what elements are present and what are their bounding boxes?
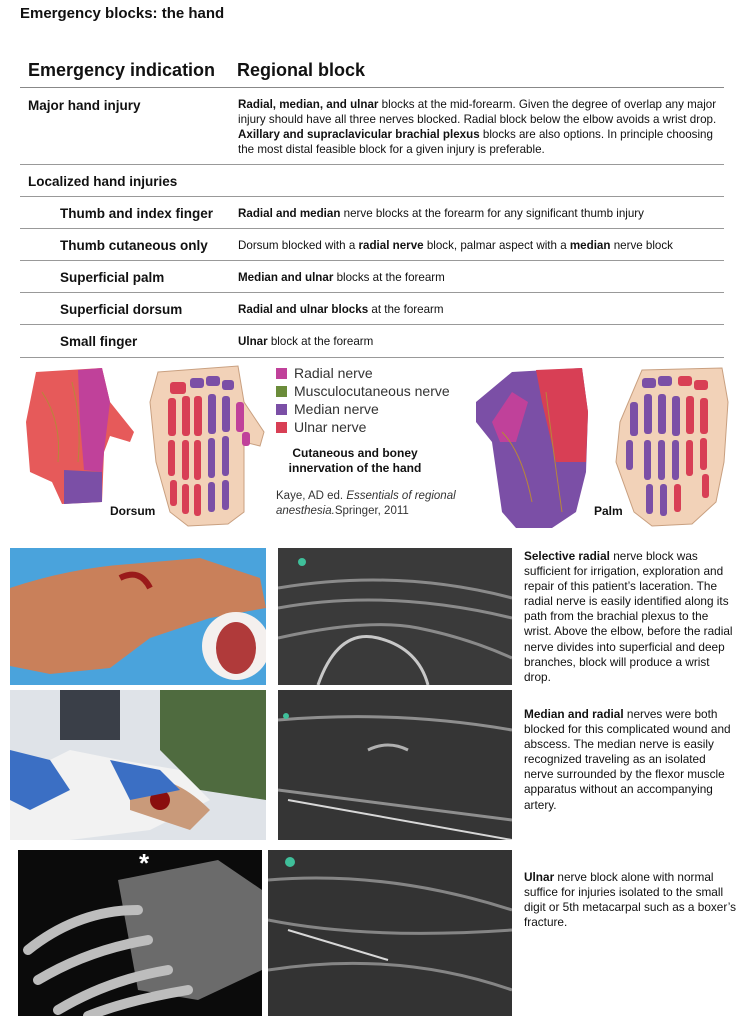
- block-thumb-index: Radial and median nerve blocks at the forearm for any significant thumb injury: [238, 207, 644, 220]
- legend-item-musculocutaneous: Musculocutaneous nerve: [276, 382, 476, 400]
- indication-superficial-palm: Superficial palm: [60, 270, 165, 285]
- legend-item-median: Median nerve: [276, 400, 476, 418]
- legend-item-ulnar: Ulnar nerve: [276, 418, 476, 436]
- block-major: Radial, median, and ulnar blocks at the mid-forearm. Given the degree of overlap any major injury should have all three nerves blocked. Radial block below the elbow avoids a wrist drop. Axillary and supraclavicular brachial plexus blocks are also options. In principle choosing the most distal feasible block for a given injury is preferable.: [238, 98, 717, 156]
- photo-hand-laceration: [10, 548, 266, 685]
- dorsum-cutaneous-illustration: [22, 362, 142, 512]
- legend-swatch: [276, 368, 287, 379]
- page-title: Emergency blocks: the hand: [20, 5, 225, 22]
- photo-median-block-procedure: [10, 690, 266, 840]
- table-row-superficial-palm: [20, 261, 724, 293]
- xray-marker: *: [139, 850, 150, 878]
- legend-swatch: [276, 386, 287, 397]
- indication-major: Major hand injury: [28, 98, 141, 113]
- ultrasound-ulnar-nerve: [268, 850, 512, 1016]
- block-thumb-cutaneous: Dorsum blocked with a radial nerve block, palmar aspect with a median nerve block: [238, 239, 673, 252]
- block-small-finger: Ulnar block at the forearm: [238, 335, 374, 348]
- legend-item-radial: Radial nerve: [276, 364, 476, 382]
- figure-caption: Cutaneous and boney innervation of the hand: [288, 446, 422, 475]
- table-row-localized: [20, 165, 724, 197]
- header-block: Regional block: [237, 60, 366, 80]
- label-palm: Palm: [594, 504, 623, 518]
- indication-superficial-dorsum: Superficial dorsum: [60, 302, 183, 317]
- indication-thumb-cutaneous: Thumb cutaneous only: [60, 238, 208, 253]
- ultrasound-radial-nerve: [278, 548, 512, 685]
- ultrasound-median-nerve: [278, 690, 512, 840]
- block-superficial-dorsum: Radial and ulnar blocks at the forearm: [238, 303, 444, 316]
- table-row-superficial-dorsum: [20, 293, 724, 325]
- xray-boxers-fracture: [18, 850, 262, 1016]
- table-row-thumb-cutaneous: [20, 229, 724, 261]
- block-superficial-palm: Median and ulnar blocks at the forearm: [238, 271, 445, 284]
- label-dorsum: Dorsum: [110, 504, 156, 518]
- palm-bones-illustration: [612, 362, 734, 532]
- legend-swatch: [276, 404, 287, 415]
- case-median-text: Median and radial nerves were both blocked for this complicated wound and abscess. The median nerve is easily recognized traveling as an isolated nerve surrounded by the flexor muscle apparatus without an accompanying artery.: [524, 707, 731, 812]
- case-ulnar-text: Ulnar nerve block alone with normal suffice for injuries isolated to the small digit or 5th metacarpal such as a boxer’s fracture.: [524, 870, 737, 930]
- indication-localized: Localized hand injuries: [28, 174, 178, 189]
- header-indication: Emergency indication: [28, 60, 216, 80]
- dorsum-bones-illustration: [148, 362, 268, 532]
- nerve-legend: [276, 364, 476, 436]
- indication-small-finger: Small finger: [60, 334, 138, 349]
- palm-cutaneous-illustration: [472, 362, 592, 532]
- figure-citation: Kaye, AD ed. Essentials of regional anesthesia.Springer, 2011: [276, 490, 456, 517]
- table-row-thumb-index: [20, 197, 724, 229]
- case-radial-text: Selective radial nerve block was sufficient for irrigation, exploration and repair of this patient’s laceration. The radial nerve is easily identified along its path from the brachial plexus to the wrist. Above the elbow, before the radial nerve divides into superficial and deep branches, block will produce a wrist drop.: [524, 549, 733, 684]
- table-header: [20, 60, 724, 88]
- legend-swatch: [276, 422, 287, 433]
- indication-thumb-index: Thumb and index finger: [60, 206, 214, 221]
- table-row-major: [20, 88, 724, 165]
- table-row-small-finger: [20, 325, 724, 358]
